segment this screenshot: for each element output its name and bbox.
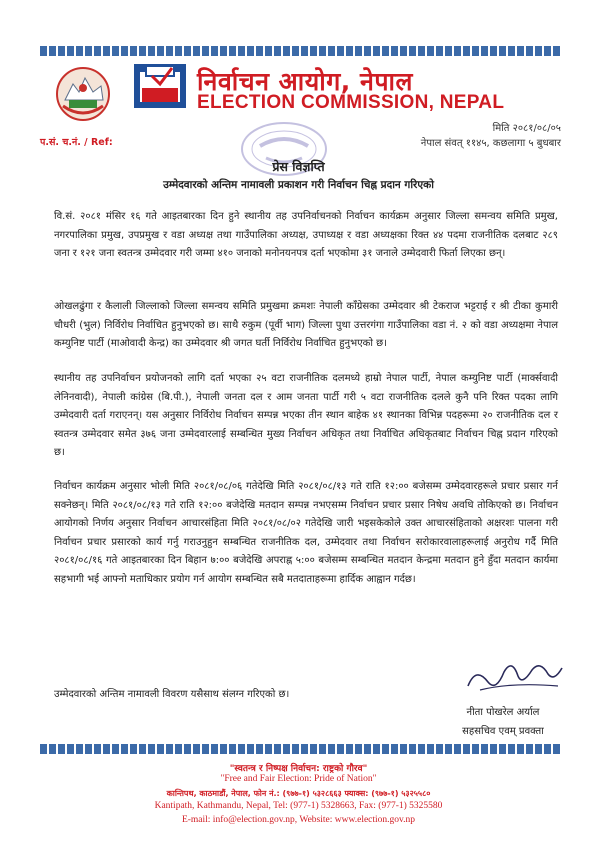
paragraph-4: निर्वाचन कार्यक्रम अनुसार भोली मिति २०८१/०८/०६ गतेदेखि मिति २०८१/०८/१३ गते राति १२:०० बजेसम्म उम्मेदवारहरूले प्रचार प्रसार गर्न सक्नेछन्। मिति २०८१/०८/१३ गते राति १२:०० बजेदेखि मतदान सम्पन्न नभएसम्म निर्वाचन प्रचार प्रसार निषेध अवधि तोकिएको छ। निर्वाचन आयोगको निर्णय अनुसार निर्वाचन आचारसंहिता मिति २०८१/०८/०२ गतेदेखि जारी भइसकेकोले उक्त आचारसंहिताको अक्षरशः पालना गरी निर्वाचन प्रचार प्रसारको कार्य गर्नु गराउनुहुन सम्बन्धित राजनीतिक दल, उम्मेदवार तथा निर्वाचन सरोकारवालाहरूलाई अनुरोध गर्दै मिति २०८१/०८/१६ गते आइतबारका दिन बिहान ७:०० बजेदेखि अपराह्न ५:०० बजेसम्म सम्बन्धित मतदान केन्द्रमा मतदान हुने हुँदा मतदान कार्यमा सहभागी भई आफ्नो मताधिकार प्रयोग गर्न आयोग सम्बन्धित सबै मतदाताहरूमा हार्दिक आह्वान गर्दछ। bbox=[54, 481, 558, 585]
press-release-subheading: उम्मेदवारको अन्तिम नामावली प्रकाशन गरी निर्वाचन चिह्न प्रदान गरिएको bbox=[163, 179, 434, 191]
election-commission-logo-icon bbox=[132, 62, 188, 110]
signatory-name: नीता पोखरेल अर्याल bbox=[466, 707, 540, 718]
paragraph-1: वि.सं. २०८१ मंसिर १६ गते आइतबारका दिन हुने स्थानीय तह उपनिर्वाचनको निर्वाचन कार्यक्रम अनुसार जिल्ला समन्वय समिति प्रमुख, नगरपालिका प्रमुख, उपप्रमुख र वडा अध्यक्ष तथा गाउँपालिका अध्यक्ष, उपाध्यक्ष र वडा अध्यक्षका रिक्त ४४ पदमा राजनीतिक दलबाट २८९ जना र १२१ जना स्वतन्त्र उम्मेदवार गरी जम्मा ४१० जनाको मनोनयनपत्र दर्ता भएकोमा ३१ जनाले उम्मेदवारी फिर्ता लिएका छन्। bbox=[54, 211, 558, 259]
footer-contact: E-mail: info@election.gov.np, Website: www.election.gov.np bbox=[181, 815, 416, 825]
footer-motto-nepali: "स्वतन्त्र र निष्पक्ष निर्वाचन: राष्ट्रको गौरव" bbox=[229, 764, 368, 774]
org-title-nepali: निर्वाचन आयोग, नेपाल bbox=[197, 67, 413, 96]
footer-address-nepali: कान्तिपथ, काठमाडौं, नेपाल, फोन नं.: (९७७-१) ५३२८६६३ फ्याक्स: (९७७-१) ५३२५५८० bbox=[166, 789, 431, 798]
footer-motto-english: "Free and Fair Election: Pride of Nation" bbox=[220, 774, 377, 784]
org-title-english: ELECTION COMMISSION, NEPAL bbox=[197, 92, 505, 113]
reference-number: प.सं. च.नं. / Ref: bbox=[40, 137, 113, 148]
press-release-heading: प्रेस विज्ञप्ति bbox=[272, 159, 325, 174]
footer-stripe bbox=[40, 744, 560, 754]
issue-date: मिति २०८१/०८/०५ bbox=[492, 123, 561, 134]
nepal-sambat-date: नेपाल संवत् ११४५, कछलागा ५ बुधबार bbox=[420, 138, 561, 149]
header-stripe bbox=[40, 46, 560, 56]
handwritten-signature-icon bbox=[462, 652, 570, 698]
footer-address-english: Kantipath, Kathmandu, Nepal, Tel: (977-1) 5328663, Fax: (977-1) 5325580 bbox=[154, 801, 443, 811]
nepal-emblem-icon bbox=[55, 66, 111, 122]
paragraph-3: स्थानीय तह उपनिर्वाचन प्रयोजनको लागि दर्ता भएका २५ वटा राजनीतिक दलमध्ये हाम्रो नेपाल पार्टी, नेपाल कम्युनिष्ट पार्टी (मार्क्सवादी लेनिनवादी), नेपाली कांग्रेस (बि.पी.), नेपाली जनता दल र आम जनता पार्टी गरी ५ वटा राजनीतिक दलले कुनै पनि रिक्त पदका लागि उम्मेदवारी दर्ता गराएनन्। यस अनुसार निर्विरोध निर्वाचन सम्पन्न भएका तीन स्थान बाहेक ४१ स्थानका विभिन्न पदहरूमा २० राजनीतिक दल र स्वतन्त्र उम्मेदवार समेत ३७६ जना उम्मेदवारलाई सम्बन्धित मुख्य निर्वाचन अधिकृत तथा निर्वाचित अधिकृतबाट निर्वाचन चिह्न प्रदान गरिएको छ। bbox=[54, 373, 558, 458]
paragraph-5: उम्मेदवारको अन्तिम नामावली विवरण यसैसाथ संलग्न गरिएको छ। bbox=[54, 689, 290, 700]
paragraph-2: ओखलढुंगा र कैलाली जिल्लाको जिल्ला समन्वय समिति प्रमुखमा क्रमशः नेपाली काँग्रेसका उम्मेदवार श्री टेकराज भट्टराई र श्री टीका कुमारी चौधरी (भुल) निर्विरोध निर्वाचित हुनुभएको छ। साथै रुकुम (पूर्वी भाग) जिल्ला पुथा उत्तरगंगा गाउँपालिका वडा नं. २ को वडा अध्यक्षमा नेपाल कम्युनिष्ट पार्टी (माओवादी केन्द्र) का उम्मेदवार श्री जगत घर्ती निर्विरोध निर्वाचित हुनुभएको छ। bbox=[54, 301, 558, 349]
signatory-title: सहसचिव एवम् प्रवक्ता bbox=[462, 726, 544, 737]
